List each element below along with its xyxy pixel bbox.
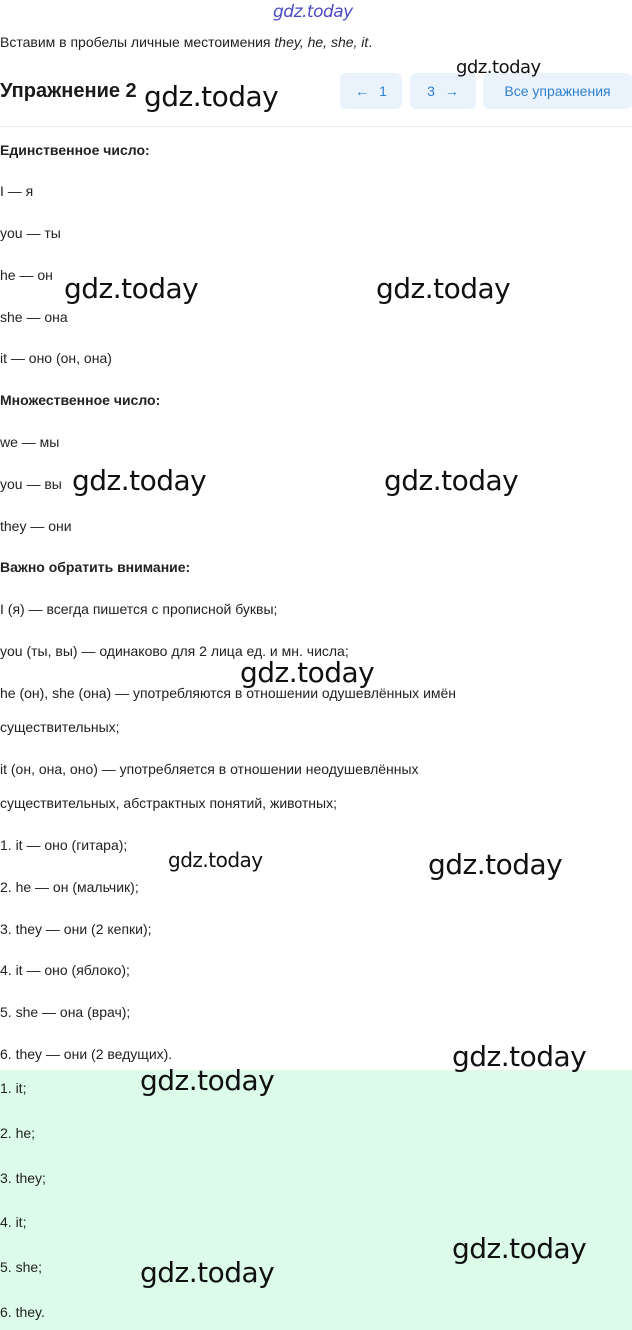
note-line: I (я) — всегда пишется с прописной буквы; bbox=[0, 601, 278, 617]
item-line: 2. he — он (мальчик); bbox=[0, 879, 139, 895]
watermark-text: gdz.today bbox=[64, 272, 199, 305]
singular-heading: Единственное число: bbox=[0, 142, 150, 158]
pronoun-line: they — они bbox=[0, 518, 72, 534]
pronoun-line: it — оно (он, она) bbox=[0, 350, 112, 366]
all-exercises-button[interactable]: Все упражнения bbox=[483, 73, 632, 109]
note-line: you (ты, вы) — одинаково для 2 лица ед. и мн. числа; bbox=[0, 643, 349, 659]
instruction-text bbox=[0, 34, 372, 50]
next-exercise-label: 3 bbox=[427, 83, 435, 99]
watermark-text: gdz.today bbox=[72, 464, 207, 497]
instruction-pronouns: they, he, she, it bbox=[274, 34, 369, 50]
item-line: 1. it — оно (гитара); bbox=[0, 837, 128, 853]
instruction-main: Вставим в пробелы личные местоимения bbox=[0, 34, 275, 50]
answer-line: 6. they. bbox=[0, 1304, 45, 1320]
pronoun-line: you — вы bbox=[0, 476, 62, 492]
answer-line: 3. they; bbox=[0, 1170, 46, 1186]
answer-line: 1. it; bbox=[0, 1080, 27, 1096]
pronoun-line: you — ты bbox=[0, 225, 61, 241]
instruction-end: . bbox=[368, 34, 373, 50]
prev-exercise-button[interactable] bbox=[340, 73, 402, 109]
watermark-text: gdz.today bbox=[452, 1232, 587, 1265]
watermark-text: gdz.today bbox=[273, 2, 353, 22]
item-line: 5. she — она (врач); bbox=[0, 1004, 131, 1020]
note-line: it (он, она, оно) — употребляется в отношении неодушевлённых bbox=[0, 761, 419, 777]
exercise-title: Упражнение 2 bbox=[0, 80, 137, 102]
watermark-text: gdz.today bbox=[452, 1040, 587, 1073]
watermark-text: gdz.today bbox=[168, 848, 263, 872]
prev-exercise-label: 1 bbox=[379, 83, 387, 99]
watermark-text: gdz.today bbox=[376, 272, 511, 305]
pronoun-line: I — я bbox=[0, 183, 34, 199]
note-heading: Важно обратить внимание: bbox=[0, 559, 191, 575]
item-line: 3. they — они (2 кепки); bbox=[0, 921, 152, 937]
watermark-text: gdz.today bbox=[140, 1064, 275, 1097]
item-line: 4. it — оно (яблоко); bbox=[0, 962, 130, 978]
answer-panel bbox=[0, 1070, 632, 1330]
item-line: 6. they — они (2 ведущих). bbox=[0, 1046, 173, 1062]
answer-line: 2. he; bbox=[0, 1125, 36, 1141]
pronoun-line: he — он bbox=[0, 267, 53, 283]
note-line: существительных, абстрактных понятий, животных; bbox=[0, 795, 337, 811]
watermark-text: gdz.today bbox=[144, 80, 279, 113]
watermark-text: gdz.today bbox=[140, 1256, 275, 1289]
watermark-text: gdz.today bbox=[384, 464, 519, 497]
watermark-text: gdz.today bbox=[428, 848, 563, 881]
pronoun-line: we — мы bbox=[0, 434, 60, 450]
arrow-right-icon: → bbox=[444, 83, 459, 99]
plural-heading: Множественное число: bbox=[0, 392, 161, 408]
note-line: существительных; bbox=[0, 719, 120, 735]
watermark-text: gdz.today bbox=[240, 656, 375, 689]
answer-line: 5. she; bbox=[0, 1259, 43, 1275]
note-line: he (он), she (она) — употребляются в отношении одушевлённых имён bbox=[0, 685, 457, 701]
answer-line: 4. it; bbox=[0, 1214, 27, 1230]
pronoun-line: she — она bbox=[0, 309, 68, 325]
header-divider bbox=[0, 126, 632, 127]
arrow-left-icon: ← bbox=[355, 83, 370, 99]
next-exercise-button[interactable] bbox=[410, 73, 476, 109]
watermark-text: gdz.today bbox=[456, 57, 541, 78]
